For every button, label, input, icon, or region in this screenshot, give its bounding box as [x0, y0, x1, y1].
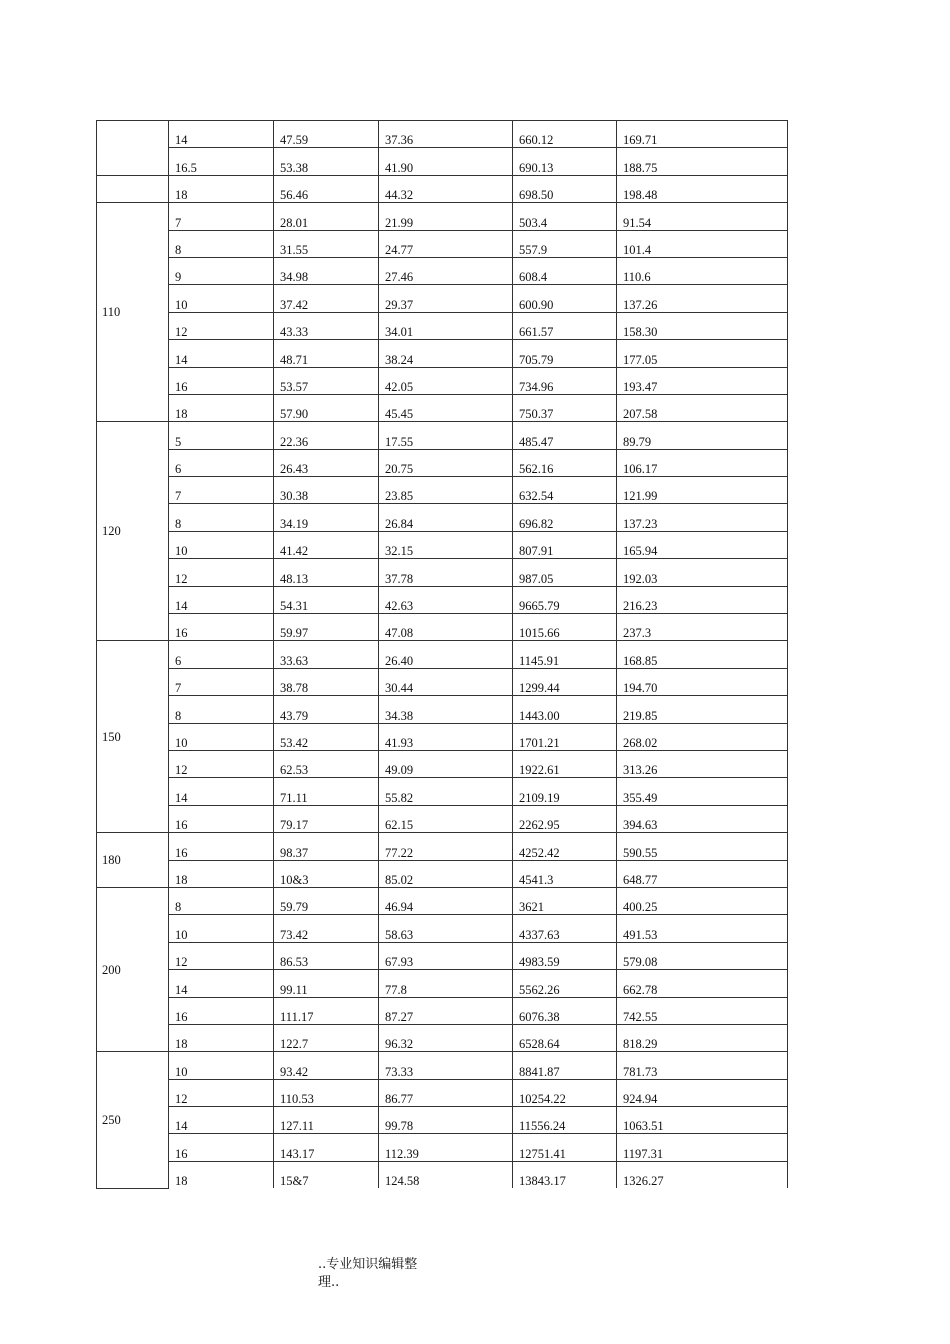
table-body	[97, 121, 788, 1189]
table-row	[97, 696, 788, 723]
table-cell-col-4: 690.13	[513, 148, 617, 175]
table-cell-col-3: 55.82	[379, 778, 513, 805]
table-row	[97, 833, 788, 860]
table-cell-col-5: 781.73	[617, 1052, 788, 1079]
table-cell-col-4: 1299.44	[513, 668, 617, 695]
table-cell-col-5: 168.85	[617, 641, 788, 668]
table-cell-col-2: 73.42	[274, 915, 379, 942]
table-cell-col-1: 12	[169, 942, 274, 969]
table-cell-col-2: 59.79	[274, 887, 379, 914]
table-cell-col-5: 648.77	[617, 860, 788, 887]
table-cell-col-2: 37.42	[274, 285, 379, 312]
group-label-cell	[97, 121, 169, 176]
table-cell-col-1: 14	[169, 121, 274, 148]
group-label-cell: 150	[97, 641, 169, 833]
table-cell-col-3: 45.45	[379, 394, 513, 421]
table-cell-col-2: 10&3	[274, 860, 379, 887]
table-row	[97, 887, 788, 914]
table-cell-col-4: 600.90	[513, 285, 617, 312]
table-cell-col-1: 18	[169, 175, 274, 202]
table-cell-col-5: 924.94	[617, 1079, 788, 1106]
table-cell-col-4: 698.50	[513, 175, 617, 202]
table-cell-col-4: 987.05	[513, 559, 617, 586]
table-cell-col-3: 42.63	[379, 586, 513, 613]
table-cell-col-5: 216.23	[617, 586, 788, 613]
table-cell-col-4: 485.47	[513, 422, 617, 449]
table-cell-col-1: 14	[169, 778, 274, 805]
table-cell-col-1: 14	[169, 1107, 274, 1134]
table-cell-col-1: 8	[169, 696, 274, 723]
table-cell-col-3: 24.77	[379, 230, 513, 257]
table-cell-col-2: 54.31	[274, 586, 379, 613]
table-cell-col-3: 62.15	[379, 805, 513, 832]
table-row	[97, 1052, 788, 1079]
table-cell-col-1: 16.5	[169, 148, 274, 175]
table-row	[97, 175, 788, 202]
table-cell-col-2: 53.57	[274, 367, 379, 394]
table-cell-col-2: 30.38	[274, 477, 379, 504]
table-cell-col-4: 5562.26	[513, 970, 617, 997]
table-cell-col-3: 20.75	[379, 449, 513, 476]
table-row	[97, 860, 788, 887]
table-row	[97, 531, 788, 558]
table-cell-col-3: 86.77	[379, 1079, 513, 1106]
table-cell-col-2: 34.19	[274, 504, 379, 531]
table-cell-col-3: 87.27	[379, 997, 513, 1024]
table-row	[97, 750, 788, 777]
table-cell-col-1: 8	[169, 887, 274, 914]
table-cell-col-1: 5	[169, 422, 274, 449]
table-cell-col-2: 53.42	[274, 723, 379, 750]
table-row	[97, 614, 788, 641]
table-cell-col-4: 13843.17	[513, 1161, 617, 1188]
table-cell-col-3: 46.94	[379, 887, 513, 914]
table-cell-col-5: 121.99	[617, 477, 788, 504]
table-cell-col-5: 177.05	[617, 340, 788, 367]
table-cell-col-3: 27.46	[379, 257, 513, 284]
table-cell-col-3: 77.22	[379, 833, 513, 860]
table-row	[97, 668, 788, 695]
table-cell-col-2: 98.37	[274, 833, 379, 860]
table-cell-col-1: 10	[169, 915, 274, 942]
table-cell-col-2: 111.17	[274, 997, 379, 1024]
table-row	[97, 723, 788, 750]
footer-line-1: ..专业知识编辑整	[318, 1257, 418, 1272]
table-row	[97, 559, 788, 586]
table-cell-col-2: 79.17	[274, 805, 379, 832]
table-cell-col-5: 137.23	[617, 504, 788, 531]
table-cell-col-5: 268.02	[617, 723, 788, 750]
table-cell-col-1: 16	[169, 833, 274, 860]
table-cell-col-5: 194.70	[617, 668, 788, 695]
table-cell-col-4: 1443.00	[513, 696, 617, 723]
table-row	[97, 586, 788, 613]
table-cell-col-3: 42.05	[379, 367, 513, 394]
table-cell-col-5: 158.30	[617, 312, 788, 339]
table-cell-col-3: 21.99	[379, 203, 513, 230]
table-cell-col-5: 169.71	[617, 121, 788, 148]
table-cell-col-1: 10	[169, 1052, 274, 1079]
table-row	[97, 805, 788, 832]
table-cell-col-4: 661.57	[513, 312, 617, 339]
table-cell-col-5: 165.94	[617, 531, 788, 558]
table-cell-col-2: 33.63	[274, 641, 379, 668]
table-cell-col-4: 660.12	[513, 121, 617, 148]
table-cell-col-4: 6528.64	[513, 1024, 617, 1051]
table-cell-col-4: 696.82	[513, 504, 617, 531]
table-row	[97, 778, 788, 805]
table-cell-col-2: 59.97	[274, 614, 379, 641]
table-cell-col-1: 14	[169, 586, 274, 613]
table-cell-col-4: 10254.22	[513, 1079, 617, 1106]
table-row	[97, 203, 788, 230]
table-row	[97, 477, 788, 504]
table-cell-col-1: 10	[169, 531, 274, 558]
table-cell-col-5: 313.26	[617, 750, 788, 777]
table-row	[97, 1024, 788, 1051]
table-cell-col-1: 18	[169, 1161, 274, 1188]
table-row	[97, 970, 788, 997]
table-cell-col-3: 38.24	[379, 340, 513, 367]
table-cell-col-2: 93.42	[274, 1052, 379, 1079]
table-cell-col-2: 43.79	[274, 696, 379, 723]
table-cell-col-1: 18	[169, 860, 274, 887]
table-cell-col-1: 10	[169, 285, 274, 312]
table-cell-col-2: 31.55	[274, 230, 379, 257]
table-row	[97, 1161, 788, 1188]
table-cell-col-1: 7	[169, 668, 274, 695]
table-cell-col-3: 23.85	[379, 477, 513, 504]
table-cell-col-2: 71.11	[274, 778, 379, 805]
table-row	[97, 641, 788, 668]
table-cell-col-2: 86.53	[274, 942, 379, 969]
table-cell-col-4: 9665.79	[513, 586, 617, 613]
table-cell-col-4: 1701.21	[513, 723, 617, 750]
table-cell-col-4: 705.79	[513, 340, 617, 367]
table-cell-col-2: 62.53	[274, 750, 379, 777]
table-cell-col-5: 491.53	[617, 915, 788, 942]
table-cell-col-5: 355.49	[617, 778, 788, 805]
group-label-cell: 250	[97, 1052, 169, 1188]
table-cell-col-2: 99.11	[274, 970, 379, 997]
table-row	[97, 121, 788, 148]
table-cell-col-3: 73.33	[379, 1052, 513, 1079]
table-cell-col-2: 22.36	[274, 422, 379, 449]
table-cell-col-4: 807.91	[513, 531, 617, 558]
table-cell-col-3: 41.93	[379, 723, 513, 750]
group-label-cell	[97, 175, 169, 202]
table-cell-col-1: 16	[169, 805, 274, 832]
table-cell-col-2: 122.7	[274, 1024, 379, 1051]
table-cell-col-2: 34.98	[274, 257, 379, 284]
table-cell-col-5: 1197.31	[617, 1134, 788, 1161]
table-cell-col-2: 57.90	[274, 394, 379, 421]
table-cell-col-1: 16	[169, 367, 274, 394]
table-row	[97, 1107, 788, 1134]
table-row	[97, 449, 788, 476]
table-cell-col-1: 18	[169, 1024, 274, 1051]
table-row	[97, 422, 788, 449]
table-cell-col-5: 91.54	[617, 203, 788, 230]
table-cell-col-4: 2109.19	[513, 778, 617, 805]
table-cell-col-3: 26.84	[379, 504, 513, 531]
table-cell-col-5: 394.63	[617, 805, 788, 832]
table-cell-col-3: 77.8	[379, 970, 513, 997]
table-cell-col-4: 12751.41	[513, 1134, 617, 1161]
table-cell-col-2: 41.42	[274, 531, 379, 558]
table-cell-col-5: 193.47	[617, 367, 788, 394]
table-cell-col-2: 38.78	[274, 668, 379, 695]
table-cell-col-4: 562.16	[513, 449, 617, 476]
table-row	[97, 257, 788, 284]
table-row	[97, 915, 788, 942]
table-cell-col-4: 3621	[513, 887, 617, 914]
table-cell-col-2: 56.46	[274, 175, 379, 202]
table-cell-col-3: 26.40	[379, 641, 513, 668]
table-cell-col-3: 17.55	[379, 422, 513, 449]
table-cell-col-2: 43.33	[274, 312, 379, 339]
table-row	[97, 1079, 788, 1106]
table-cell-col-1: 12	[169, 559, 274, 586]
table-cell-col-4: 750.37	[513, 394, 617, 421]
table-cell-col-4: 8841.87	[513, 1052, 617, 1079]
table-row	[97, 1134, 788, 1161]
table-cell-col-1: 7	[169, 477, 274, 504]
table-cell-col-3: 34.01	[379, 312, 513, 339]
table-cell-col-1: 7	[169, 203, 274, 230]
table-cell-col-1: 16	[169, 997, 274, 1024]
table-row	[97, 312, 788, 339]
table-cell-col-4: 608.4	[513, 257, 617, 284]
data-table-container	[96, 120, 787, 1189]
table-cell-col-1: 14	[169, 340, 274, 367]
table-cell-col-1: 18	[169, 394, 274, 421]
table-row	[97, 230, 788, 257]
group-label-cell: 200	[97, 887, 169, 1051]
table-cell-col-4: 6076.38	[513, 997, 617, 1024]
table-row	[97, 367, 788, 394]
table-cell-col-5: 1326.27	[617, 1161, 788, 1188]
table-cell-col-1: 6	[169, 641, 274, 668]
table-cell-col-5: 237.3	[617, 614, 788, 641]
table-cell-col-3: 49.09	[379, 750, 513, 777]
table-cell-col-5: 101.4	[617, 230, 788, 257]
table-cell-col-2: 26.43	[274, 449, 379, 476]
table-cell-col-3: 47.08	[379, 614, 513, 641]
table-cell-col-5: 400.25	[617, 887, 788, 914]
table-cell-col-5: 192.03	[617, 559, 788, 586]
table-cell-col-5: 198.48	[617, 175, 788, 202]
table-row	[97, 285, 788, 312]
group-label-cell: 110	[97, 203, 169, 422]
table-cell-col-3: 37.78	[379, 559, 513, 586]
table-cell-col-3: 30.44	[379, 668, 513, 695]
table-cell-col-4: 557.9	[513, 230, 617, 257]
table-cell-col-3: 85.02	[379, 860, 513, 887]
table-row	[97, 942, 788, 969]
group-label-cell: 120	[97, 422, 169, 641]
table-cell-col-5: 742.55	[617, 997, 788, 1024]
table-cell-col-2: 143.17	[274, 1134, 379, 1161]
table-cell-col-4: 632.54	[513, 477, 617, 504]
table-cell-col-5: 137.26	[617, 285, 788, 312]
table-row	[97, 997, 788, 1024]
table-cell-col-1: 14	[169, 970, 274, 997]
table-cell-col-5: 110.6	[617, 257, 788, 284]
table-row	[97, 504, 788, 531]
table-cell-col-5: 590.55	[617, 833, 788, 860]
table-cell-col-5: 188.75	[617, 148, 788, 175]
page-footer	[318, 1256, 430, 1292]
table-cell-col-1: 16	[169, 1134, 274, 1161]
table-cell-col-1: 9	[169, 257, 274, 284]
table-cell-col-3: 96.32	[379, 1024, 513, 1051]
table-cell-col-1: 12	[169, 750, 274, 777]
table-cell-col-4: 4337.63	[513, 915, 617, 942]
table-cell-col-5: 106.17	[617, 449, 788, 476]
table-cell-col-2: 28.01	[274, 203, 379, 230]
table-cell-col-4: 2262.95	[513, 805, 617, 832]
table-cell-col-1: 12	[169, 1079, 274, 1106]
table-cell-col-4: 1145.91	[513, 641, 617, 668]
table-cell-col-4: 4983.59	[513, 942, 617, 969]
table-cell-col-3: 41.90	[379, 148, 513, 175]
table-cell-col-5: 207.58	[617, 394, 788, 421]
table-cell-col-4: 503.4	[513, 203, 617, 230]
table-cell-col-3: 58.63	[379, 915, 513, 942]
table-cell-col-3: 32.15	[379, 531, 513, 558]
table-cell-col-2: 48.71	[274, 340, 379, 367]
table-cell-col-5: 219.85	[617, 696, 788, 723]
table-cell-col-3: 29.37	[379, 285, 513, 312]
table-cell-col-3: 44.32	[379, 175, 513, 202]
table-cell-col-2: 48.13	[274, 559, 379, 586]
table-cell-col-1: 6	[169, 449, 274, 476]
table-cell-col-3: 112.39	[379, 1134, 513, 1161]
table-cell-col-5: 89.79	[617, 422, 788, 449]
table-cell-col-4: 11556.24	[513, 1107, 617, 1134]
table-cell-col-5: 818.29	[617, 1024, 788, 1051]
table-cell-col-1: 8	[169, 504, 274, 531]
table-cell-col-3: 99.78	[379, 1107, 513, 1134]
table-cell-col-2: 110.53	[274, 1079, 379, 1106]
table-cell-col-2: 47.59	[274, 121, 379, 148]
table-cell-col-4: 734.96	[513, 367, 617, 394]
table-cell-col-4: 1922.61	[513, 750, 617, 777]
table-cell-col-3: 67.93	[379, 942, 513, 969]
table-cell-col-2: 127.11	[274, 1107, 379, 1134]
table-cell-col-2: 53.38	[274, 148, 379, 175]
table-cell-col-1: 8	[169, 230, 274, 257]
table-cell-col-5: 1063.51	[617, 1107, 788, 1134]
table-cell-col-3: 37.36	[379, 121, 513, 148]
table-row	[97, 148, 788, 175]
table-cell-col-2: 15&7	[274, 1161, 379, 1188]
table-cell-col-5: 662.78	[617, 970, 788, 997]
table-cell-col-5: 579.08	[617, 942, 788, 969]
table-cell-col-4: 4252.42	[513, 833, 617, 860]
table-cell-col-3: 124.58	[379, 1161, 513, 1188]
table-cell-col-4: 4541.3	[513, 860, 617, 887]
table-cell-col-4: 1015.66	[513, 614, 617, 641]
group-label-cell: 180	[97, 833, 169, 888]
table-row	[97, 394, 788, 421]
table-cell-col-3: 34.38	[379, 696, 513, 723]
table-row	[97, 340, 788, 367]
footer-line-2: 理..	[318, 1275, 340, 1290]
table-cell-col-1: 10	[169, 723, 274, 750]
data-table	[96, 120, 788, 1189]
table-cell-col-1: 16	[169, 614, 274, 641]
table-cell-col-1: 12	[169, 312, 274, 339]
